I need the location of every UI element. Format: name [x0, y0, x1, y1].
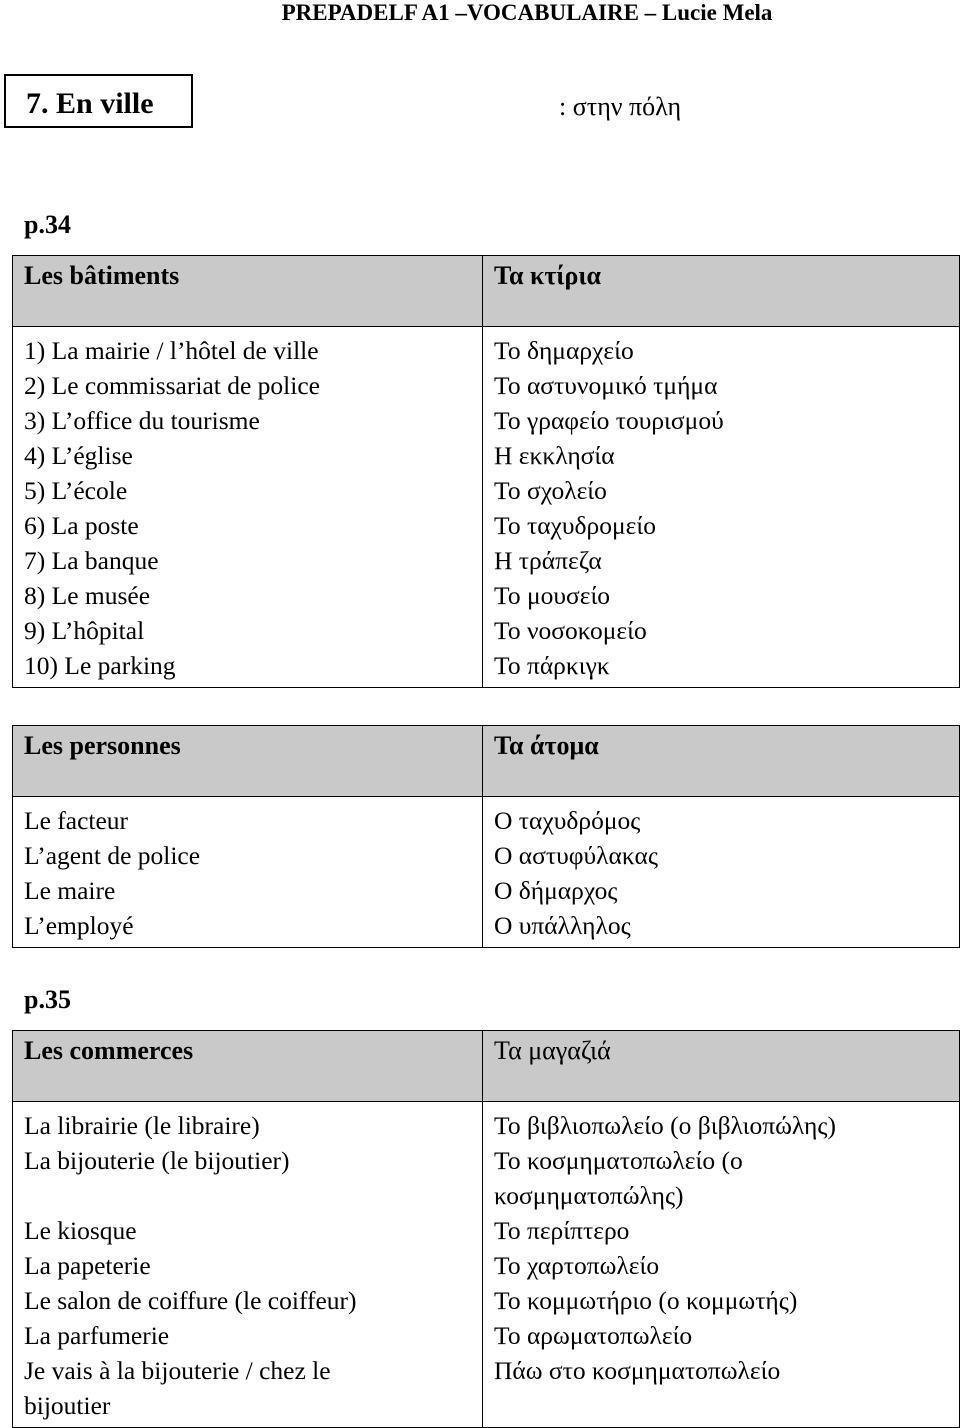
list-item: Ο υπάλληλος [494, 911, 631, 940]
page-ref-34: p.34 [24, 210, 71, 239]
buildings-header-gr: Τα κτίρια [483, 256, 960, 327]
list-item: Το αρωματοπωλείο [494, 1321, 693, 1350]
list-item: Le kiosque [24, 1216, 137, 1245]
buildings-header-fr: Les bâtiments [13, 256, 483, 327]
people-fr-column [13, 797, 483, 948]
list-item: Το βιβλιοπωλείο (ο βιβλιοπώλης) [494, 1111, 836, 1140]
list-item: 4) L’église [24, 441, 133, 470]
list-item: Η εκκλησία [494, 441, 615, 470]
buildings-gr-column [483, 327, 960, 688]
list-item: 7) La banque [24, 546, 159, 575]
people-table [12, 725, 960, 948]
list-item: 5) L’école [24, 476, 128, 505]
list-item: Το κομμωτήριο (ο κομμωτής) [494, 1286, 798, 1315]
list-item: La parfumerie [24, 1321, 170, 1350]
list-item: Το κοσμηματοπωλείο (ο κοσμηματοπώλης) [494, 1146, 743, 1210]
buildings-table [12, 255, 960, 688]
shops-fr-column [13, 1102, 483, 1428]
list-item: Le maire [24, 876, 116, 905]
list-item: Ο δήμαρχος [494, 876, 618, 905]
buildings-fr-column [13, 327, 483, 688]
list-item: La papeterie [24, 1251, 151, 1280]
list-item: Το νοσοκομείο [494, 616, 647, 645]
list-item: Je vais à la bijouterie / chez le bijoutier [24, 1356, 331, 1420]
people-header-gr: Τα άτομα [483, 726, 960, 797]
list-item: Το πάρκιγκ [494, 651, 610, 680]
list-item: La librairie (le libraire) [24, 1111, 260, 1140]
people-gr-column [483, 797, 960, 948]
list-item: Το μουσείο [494, 581, 611, 610]
chapter-title: 7. En ville [26, 87, 154, 120]
list-item: Η τράπεζα [494, 546, 602, 575]
shops-gr-column [483, 1102, 960, 1428]
people-header-fr: Les personnes [13, 726, 483, 797]
list-item: 1) La mairie / l’hôtel de ville [24, 336, 319, 365]
list-item: Το αστυνομικό τμήμα [494, 371, 718, 400]
document-header: PREPADELF A1 –VOCABULAIRE – Lucie Mela [281, 0, 773, 25]
list-item: L’employé [24, 911, 134, 940]
list-item: 2) Le commissariat de police [24, 371, 320, 400]
chapter-subtitle: : στην πόλη [559, 92, 682, 121]
list-item: Πάω στο κοσμηματοπωλείο [494, 1356, 781, 1385]
list-item: Le facteur [24, 806, 129, 835]
list-item: Le salon de coiffure (le coiffeur) [24, 1286, 357, 1315]
list-item: Ο ταχυδρόμος [494, 806, 641, 835]
list-item: 3) L’office du tourisme [24, 406, 260, 435]
list-item: 9) L’hôpital [24, 616, 145, 645]
list-item: Το ταχυδρομείο [494, 511, 656, 540]
page-ref-35: p.35 [24, 985, 71, 1014]
list-item: La bijouterie (le bijoutier) [24, 1146, 290, 1175]
list-item: Το δημαρχείο [494, 336, 634, 365]
list-item: Το γραφείο τουρισμού [494, 406, 724, 435]
list-item: Το χαρτοπωλείο [494, 1251, 660, 1280]
list-item: Ο αστυφύλακας [494, 841, 658, 870]
list-item: 8) Le musée [24, 581, 151, 610]
shops-header-gr: Τα μαγαζιά [483, 1031, 960, 1102]
shops-table [12, 1030, 960, 1428]
list-item: 10) Le parking [24, 651, 176, 680]
list-item: Το περίπτερο [494, 1216, 630, 1245]
list-item: Το σχολείο [494, 476, 607, 505]
list-item: L’agent de police [24, 841, 201, 870]
shops-header-fr: Les commerces [13, 1031, 483, 1102]
list-item: 6) La poste [24, 511, 139, 540]
